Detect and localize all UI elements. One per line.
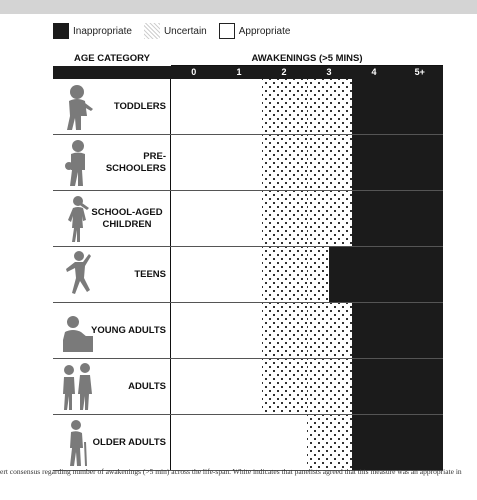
table-row: [53, 191, 443, 247]
rating-cell-dots: [262, 79, 307, 134]
rating-cell-black: [397, 79, 444, 134]
rating-cell-white: [171, 191, 217, 246]
column-header: 4: [371, 67, 377, 77]
age-category-label: YOUNG ADULTS: [91, 324, 166, 336]
rating-cell-white: [171, 303, 217, 358]
column-header: 2: [281, 67, 287, 77]
age-category-label: PRE-SCHOOLERS: [105, 150, 166, 174]
rating-cell-black: [352, 79, 397, 134]
age-category-cell: [53, 191, 171, 246]
awakenings-header: AWAKENINGS (>5 MINS): [171, 51, 443, 66]
age-category-cell: [53, 303, 171, 358]
table-row: [53, 303, 443, 359]
rating-cell-black: [329, 247, 352, 302]
column-header: 5+: [414, 67, 425, 77]
table-row: [53, 135, 443, 191]
rating-cell-black: [397, 359, 444, 414]
rating-cell-black: [352, 359, 397, 414]
rating-cell-black: [352, 247, 397, 302]
age-category-cell: [53, 79, 171, 134]
legend-item: [53, 23, 132, 39]
rating-cell-black: [397, 415, 444, 470]
rating-cell-dots: [262, 135, 307, 190]
table-header: [53, 51, 443, 66]
rating-cell-white: [171, 79, 217, 134]
rating-cell-dots: [262, 359, 307, 414]
caption-line: ert consensus regarding number of awakenings (>5 min) across the life-span. White indicates that panelists agreed that this measure was an appropriate in: [0, 467, 462, 476]
table-row: [53, 79, 443, 135]
table-row: [53, 247, 443, 303]
rating-cell-black: [397, 135, 444, 190]
age-category-label: TODDLERS: [113, 100, 166, 112]
rating-cell-white: [171, 415, 217, 470]
rating-cell-dots: [262, 247, 307, 302]
figure-caption: [0, 466, 477, 478]
rating-cell-black: [397, 303, 444, 358]
awakenings-column-header-row: [53, 66, 443, 79]
rating-cell-dots: [307, 135, 352, 190]
legend-label: Appropriate: [238, 25, 291, 37]
age-category-label: SCHOOL-AGED CHILDREN: [91, 206, 163, 230]
rating-cell-dots: [262, 303, 307, 358]
age-category-label: ADULTS: [128, 380, 166, 392]
rating-cell-dots: [262, 191, 307, 246]
age-category-header: AGE CATEGORY: [73, 53, 150, 64]
age-category-cell: [53, 247, 171, 302]
rating-cell-white: [217, 359, 262, 414]
rating-cell-white: [217, 191, 262, 246]
legend: [53, 22, 302, 40]
column-header: 3: [326, 67, 332, 77]
age-category-cell: [53, 135, 171, 190]
top-bar: [0, 0, 477, 14]
rating-cell-dots: [307, 247, 330, 302]
legend-swatch: [219, 23, 235, 39]
rating-cell-black: [397, 191, 444, 246]
legend-swatch: [144, 23, 160, 39]
age-category-label: TEENS: [134, 268, 166, 280]
rating-cell-black: [352, 135, 397, 190]
legend-swatch: [53, 23, 69, 39]
table-row: [53, 415, 443, 471]
age-category-label: OLDER ADULTS: [92, 436, 166, 448]
rating-cell-white: [217, 303, 262, 358]
column-header: 1: [236, 67, 242, 77]
rating-cell-white: [217, 415, 262, 470]
legend-label: Uncertain: [163, 25, 207, 37]
legend-item: [219, 23, 291, 39]
rating-cell-dots: [307, 303, 352, 358]
age-category-cell: [53, 359, 171, 414]
rating-cell-dots: [307, 79, 352, 134]
rating-cell-black: [352, 303, 397, 358]
rating-cell-white: [262, 415, 307, 470]
rating-cell-dots: [307, 359, 352, 414]
rating-cell-dots: [307, 191, 352, 246]
rating-cell-white: [171, 359, 217, 414]
age-category-cell: [53, 415, 171, 470]
rating-cell-black: [397, 247, 444, 302]
legend-label: Inappropriate: [73, 25, 132, 37]
rating-cell-dots: [307, 415, 352, 470]
rating-cell-white: [217, 135, 262, 190]
column-header: 0: [191, 67, 197, 77]
rating-cell-white: [217, 247, 262, 302]
rating-cell-white: [171, 247, 217, 302]
rating-cell-white: [171, 135, 217, 190]
rating-cell-black: [352, 191, 397, 246]
table-row: [53, 359, 443, 415]
legend-item: [144, 23, 207, 39]
rating-cell-black: [352, 415, 397, 470]
rating-cell-white: [217, 79, 262, 134]
